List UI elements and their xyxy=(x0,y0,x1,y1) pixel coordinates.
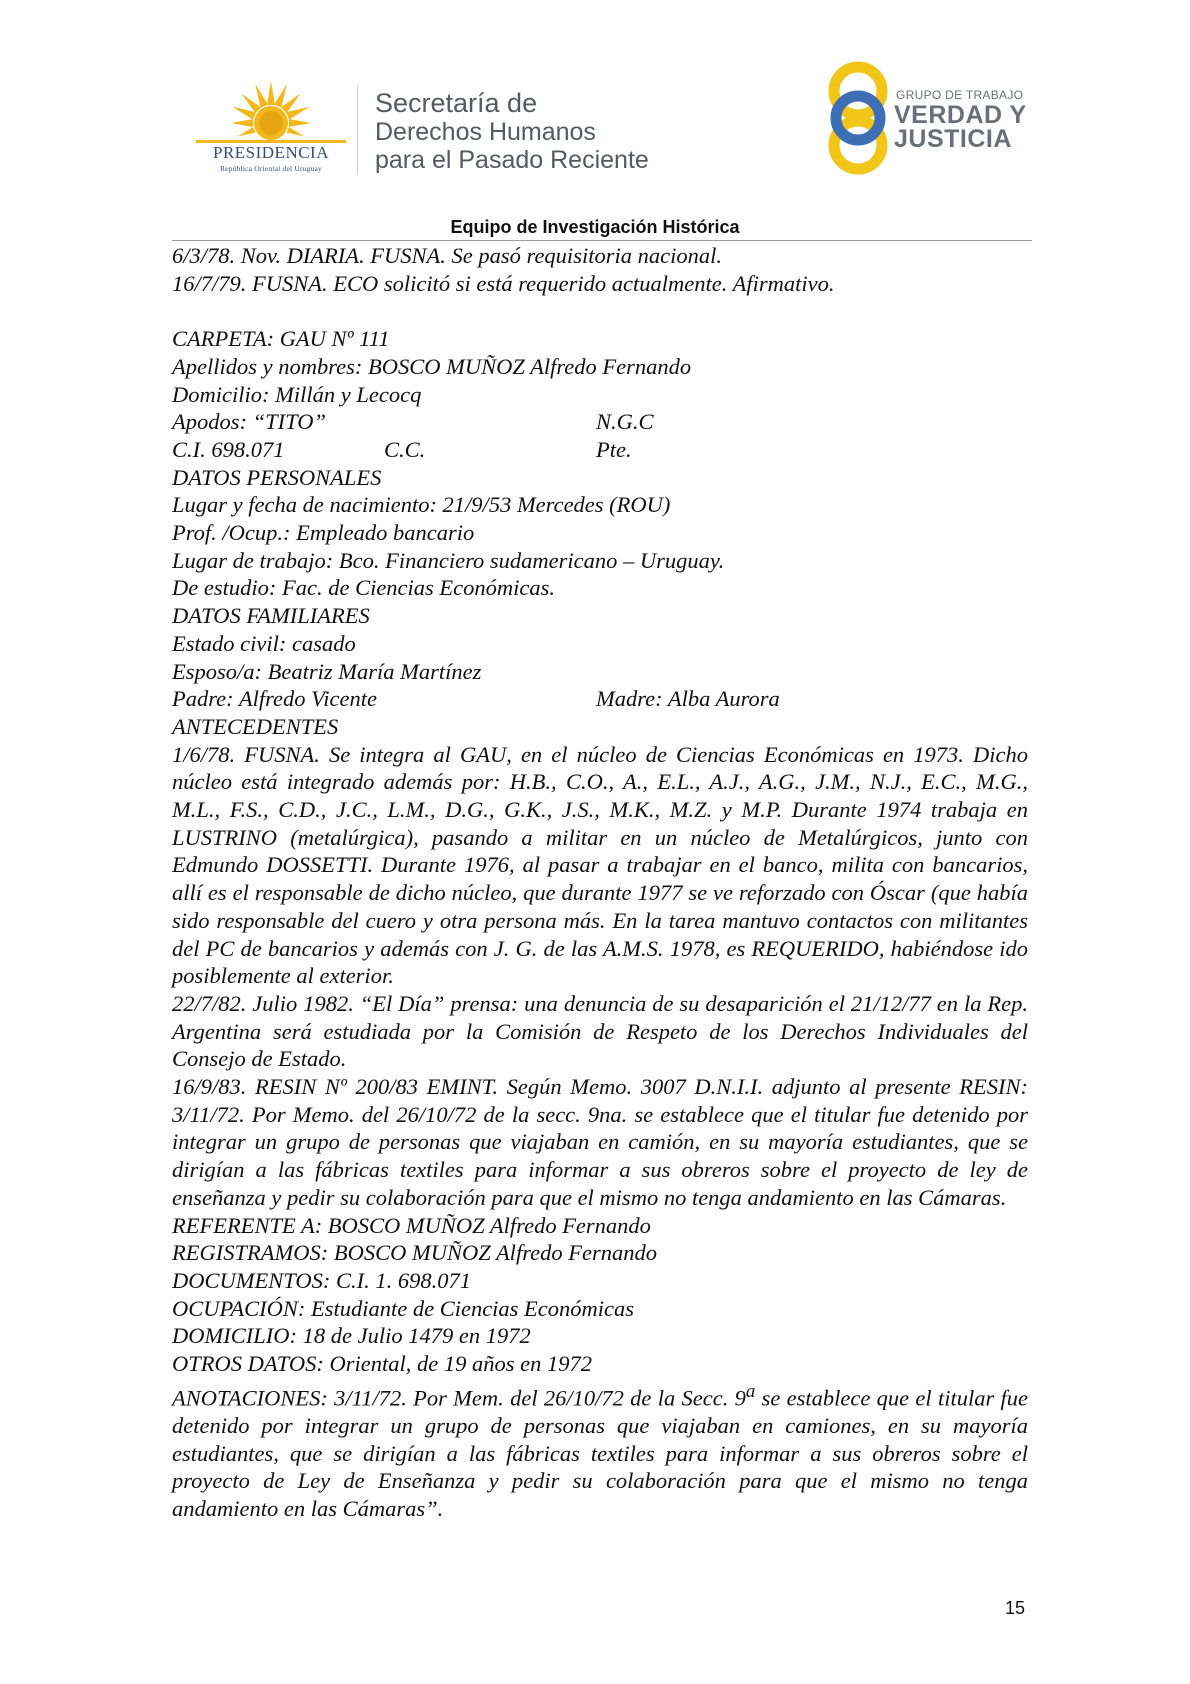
lugar-trabajo-line: Lugar de trabajo: Bco. Financiero sudamericano – Uruguay. xyxy=(172,547,725,573)
referente-line: REFERENTE A: BOSCO MUÑOZ Alfredo Fernando xyxy=(172,1212,651,1238)
secretaria-line-1: Secretaría de xyxy=(375,88,538,118)
document-body xyxy=(172,242,1028,1523)
padre-field: Padre: Alfredo Vicente xyxy=(172,686,377,712)
profesion-line: Prof. /Ocup.: Empleado bancario xyxy=(172,519,475,545)
ci-row xyxy=(172,436,1028,464)
nacimiento-line: Lugar y fecha de nacimiento: 21/9/53 Mercedes (ROU) xyxy=(172,492,671,518)
antecedente-paragraph: 16/9/83. RESIN Nº 200/83 EMINT. Según Memo. 3007 D.N.I.I. adjunto al presente RESIN: 3/11/72. Por Memo. del 26/10/72 de la secc. 9na. se establece que el titular fue detenido por integrar un grupo de personas que viajaban en camión, en su mayoría estudiantes, que se dirigían a las fábricas textiles para informar a sus obreros sobre el proyecto de ley de enseñanza y pedir su colaboración para que el mismo no tenga andamiento en las Cámaras. xyxy=(172,1074,1028,1210)
apodos-row xyxy=(172,408,1028,436)
cc-field: C.C. xyxy=(384,436,426,462)
secretaria-line-3: para el Pasado Reciente xyxy=(375,146,649,174)
anotaciones-text-end: se establece que el titular fue detenido por integrar un grupo de personas que viajaban en camiones, en su mayoría estudiantes, que se dirigían a las fábricas textiles para informar a sus obreros sobre el proyecto de Ley de Enseñanza y pedir su colaboración para que el mismo no tenga andamiento en las Cámaras”. xyxy=(172,1385,1028,1522)
estado-civil-line: Estado civil: casado xyxy=(172,630,356,656)
verdad-justicia-line-2: JUSTICIA xyxy=(894,125,1012,153)
section-heading: DATOS PERSONALES xyxy=(172,464,382,490)
entry-line: 6/3/78. Nov. DIARIA. FUSNA. Se pasó requisitoria nacional. xyxy=(172,243,722,268)
section-heading: ANTECEDENTES xyxy=(172,713,339,739)
page-header xyxy=(0,0,1190,200)
apellidos-line: Apellidos y nombres: BOSCO MUÑOZ Alfredo Fernando xyxy=(172,353,692,379)
ngc-field: N.G.C xyxy=(596,409,654,435)
antecedente-paragraph: 1/6/78. FUSNA. Se integra al GAU, en el núcleo de Ciencias Económicas en 1973. Dicho núcleo está integrado además por: H.B., C.O., A., E.L., A.J., A.G., J.M., N.J., E.C., M.G., M.L., F.S., C.D., J.C., L.M., D.G., G.K., J.S., M.K., M.Z. y M.P. Durante 1974 trabaja en LUSTRINO (metalúrgica), pasando a militar en un núcleo de Metalúrgicos, junto con Edmundo DOSSETTI. Durante 1976, al pasar a trabajar en el banco, milita con bancarios, allí es el responsable de dicho núcleo, que durante 1977 se ve reforzado con Óscar (que había sido responsable del cuero y otra persona más. En la tarea mantuvo contactos con militantes del PC de bancarios y además con J. G. de las A.M.S. 1978, es REQUERIDO, habiéndose ido posiblemente al exterior. xyxy=(172,741,1028,989)
entry-line: 16/7/79. FUSNA. ECO solicitó si está requerido actualmente. Afirmativo. xyxy=(172,270,835,296)
domicilio-1972-line: DOMICILIO: 18 de Julio 1479 en 1972 xyxy=(172,1323,531,1349)
secretaria-line-2: Derechos Humanos xyxy=(375,118,596,146)
section-heading: DATOS FAMILIARES xyxy=(172,603,370,629)
apodos-field: Apodos: “TITO” xyxy=(172,409,327,435)
otros-datos-line: OTROS DATOS: Oriental, de 19 años en 1972 xyxy=(172,1351,592,1377)
header-rule xyxy=(172,240,1032,241)
estudio-line: De estudio: Fac. de Ciencias Económicas. xyxy=(172,575,556,601)
anotaciones-text-start: ANOTACIONES: 3/11/72. Por Mem. del 26/10/72 de la Secc. 9 xyxy=(172,1385,746,1411)
pte-field: Pte. xyxy=(596,436,632,462)
verdad-justicia-line-1: VERDAD Y xyxy=(894,101,1027,129)
secretaria-logo-text xyxy=(375,88,649,174)
ci-field: C.I. 698.071 xyxy=(172,436,285,462)
presidencia-subtitle: República Oriental del Uruguay xyxy=(219,164,322,173)
presidencia-title: PRESIDENCIA xyxy=(212,143,329,162)
esposo-line: Esposo/a: Beatriz María Martínez xyxy=(172,658,482,684)
antecedente-paragraph: 22/7/82. Julio 1982. “El Día” prensa: una denuncia de su desaparición el 21/12/77 en la Rep. Argentina será estudiada por la Comisión de Respeto de los Derechos Individuales del Consejo de Estado. xyxy=(172,990,1028,1072)
team-title: Equipo de Investigación Histórica xyxy=(450,217,740,237)
madre-field: Madre: Alba Aurora xyxy=(596,686,780,712)
domicilio-line: Domicilio: Millán y Lecocq xyxy=(172,381,422,407)
page-number: 15 xyxy=(1005,1598,1026,1618)
presidencia-sun-logo xyxy=(196,78,346,178)
logo-divider xyxy=(357,85,358,175)
carpeta-line: CARPETA: GAU Nº 111 xyxy=(172,326,390,352)
anotaciones-paragraph xyxy=(172,1378,1028,1523)
padres-row xyxy=(172,685,1028,713)
blank-line xyxy=(172,297,1028,325)
documentos-line: DOCUMENTOS: C.I. 1. 698.071 xyxy=(172,1267,471,1293)
ocupacion-line: OCUPACIÓN: Estudiante de Ciencias Económicas xyxy=(172,1295,635,1321)
registramos-line: REGISTRAMOS: BOSCO MUÑOZ Alfredo Fernando xyxy=(172,1240,657,1266)
verdad-justicia-caption: GRUPO DE TRABAJO xyxy=(896,88,1024,102)
ordinal-superscript: a xyxy=(745,1380,756,1402)
